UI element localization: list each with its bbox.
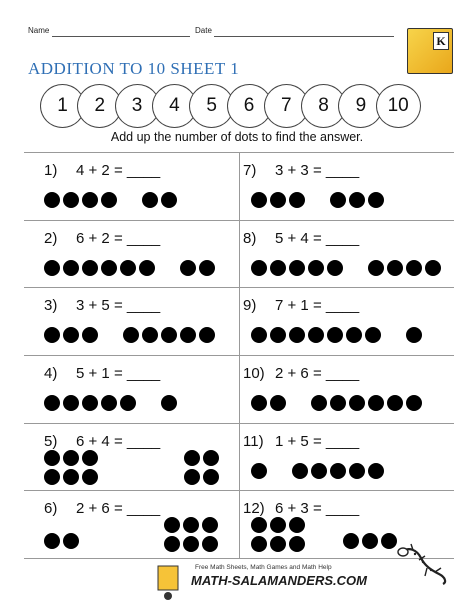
dot-group: [44, 450, 234, 494]
number-bubble: 7: [264, 84, 309, 128]
problem-number: 12): [243, 500, 265, 517]
dot: [44, 533, 60, 549]
dot: [368, 192, 384, 208]
dot: [183, 517, 199, 533]
problem-text: [44, 230, 160, 247]
dot: [330, 395, 346, 411]
dot: [311, 395, 327, 411]
problem-cell: [24, 152, 239, 209]
dot: [82, 395, 98, 411]
dot: [142, 192, 158, 208]
dot: [251, 463, 267, 479]
dot: [330, 463, 346, 479]
problem-expression[interactable]: 4 + 2 = ____: [76, 162, 161, 179]
instruction: Add up the number of dots to find the answer.: [110, 130, 364, 144]
dot: [82, 192, 98, 208]
problem-text: [44, 297, 160, 314]
problem-expression[interactable]: 6 + 3 = ____: [275, 500, 360, 517]
dot: [180, 260, 196, 276]
problem-expression[interactable]: 1 + 5 = ____: [275, 433, 360, 450]
number-bubble: 2: [77, 84, 122, 128]
dot: [120, 395, 136, 411]
dot: [308, 260, 324, 276]
dot: [251, 327, 267, 343]
dot: [63, 192, 79, 208]
problem-text: [44, 365, 160, 382]
dot: [387, 260, 403, 276]
grade-logo: [407, 28, 453, 74]
dot: [120, 260, 136, 276]
name-label: Name: [28, 26, 50, 35]
problem-number: 8): [243, 230, 257, 247]
dot: [362, 533, 378, 549]
problem-expression[interactable]: 6 + 4 = ____: [76, 433, 161, 450]
dot: [63, 450, 79, 466]
problem-text: [44, 162, 160, 179]
dot: [270, 517, 286, 533]
problem-text: [243, 365, 359, 382]
problem-text: [243, 162, 359, 179]
dot: [289, 536, 305, 552]
dot: [164, 536, 180, 552]
problem-cell: [239, 152, 454, 209]
date-line: [214, 36, 394, 37]
dot: [44, 450, 60, 466]
dot: [63, 533, 79, 549]
number-bubble: 3: [115, 84, 160, 128]
salamander-logo-icon: [150, 562, 186, 602]
dot: [289, 517, 305, 533]
dot: [63, 260, 79, 276]
dot: [251, 536, 267, 552]
dot: [289, 260, 305, 276]
dot: [82, 260, 98, 276]
dot: [202, 536, 218, 552]
grade-letter: K: [433, 32, 449, 50]
problem-number: 6): [44, 500, 58, 517]
dot: [199, 260, 215, 276]
dot: [349, 395, 365, 411]
dot: [82, 327, 98, 343]
dot: [251, 395, 267, 411]
dot: [161, 395, 177, 411]
problem-expression[interactable]: 3 + 3 = ____: [275, 162, 360, 179]
dot: [346, 327, 362, 343]
problem-expression[interactable]: 2 + 6 = ____: [76, 500, 161, 517]
problem-expression[interactable]: 5 + 4 = ____: [275, 230, 360, 247]
dot: [289, 327, 305, 343]
dot: [343, 533, 359, 549]
problem-expression[interactable]: 3 + 5 = ____: [76, 297, 161, 314]
problem-expression[interactable]: 2 + 6 = ____: [275, 365, 360, 382]
problem-number: 1): [44, 162, 58, 179]
dot: [44, 327, 60, 343]
dot: [251, 260, 267, 276]
dot: [308, 327, 324, 343]
dot: [44, 395, 60, 411]
problem-number: 11): [243, 433, 264, 450]
dot: [270, 536, 286, 552]
problem-cell: [239, 220, 454, 277]
dot: [327, 260, 343, 276]
dot: [203, 450, 219, 466]
dot: [63, 327, 79, 343]
problem-cell: [24, 490, 239, 547]
problem-text: [243, 433, 359, 450]
problem-expression[interactable]: 6 + 2 = ____: [76, 230, 161, 247]
date-label: Date: [195, 26, 212, 35]
footer-tagline: Free Math Sheets, Math Games and Math Help: [195, 564, 332, 571]
dot: [44, 469, 60, 485]
dot: [82, 469, 98, 485]
problem-cell: [24, 355, 239, 412]
dot: [63, 469, 79, 485]
salamander-icon: [395, 540, 450, 590]
dot: [368, 395, 384, 411]
footer-brand: MATH-SALAMANDERS.COM: [191, 573, 367, 588]
dot: [327, 327, 343, 343]
dot: [270, 327, 286, 343]
problem-number: 2): [44, 230, 58, 247]
dot: [161, 192, 177, 208]
number-bubble: 10: [376, 84, 421, 128]
dot: [251, 192, 267, 208]
dot: [270, 260, 286, 276]
problem-expression[interactable]: 5 + 1 = ____: [76, 365, 161, 382]
dot: [199, 327, 215, 343]
dot: [406, 260, 422, 276]
problem-cell: [239, 355, 454, 412]
dot: [406, 327, 422, 343]
dot: [180, 327, 196, 343]
dot: [44, 192, 60, 208]
problem-text: [243, 297, 359, 314]
dot: [101, 395, 117, 411]
problem-text: [44, 433, 160, 450]
problem-number: 4): [44, 365, 58, 382]
dot: [387, 395, 403, 411]
dot: [251, 517, 267, 533]
dot-group: [44, 517, 234, 561]
problem-cell: [239, 287, 454, 344]
problem-number: 9): [243, 297, 257, 314]
number-bubble: 1: [40, 84, 85, 128]
number-bubble: 4: [152, 84, 197, 128]
problem-cell: [24, 220, 239, 277]
problem-cell: [24, 287, 239, 344]
problem-number: 3): [44, 297, 58, 314]
dot: [63, 395, 79, 411]
dot: [184, 469, 200, 485]
dot: [349, 463, 365, 479]
dot: [311, 463, 327, 479]
number-bubble: 6: [227, 84, 272, 128]
dot: [406, 395, 422, 411]
dot: [44, 260, 60, 276]
problem-number: 7): [243, 162, 257, 179]
dot: [164, 517, 180, 533]
dot: [368, 260, 384, 276]
problem-text: [243, 500, 359, 517]
dot: [349, 192, 365, 208]
dot: [139, 260, 155, 276]
dot: [161, 327, 177, 343]
dot: [183, 536, 199, 552]
dot: [289, 192, 305, 208]
dot: [123, 327, 139, 343]
dot: [142, 327, 158, 343]
dot: [82, 450, 98, 466]
page-title: ADDITION TO 10 SHEET 1: [28, 59, 240, 78]
dot: [101, 192, 117, 208]
problem-expression[interactable]: 7 + 1 = ____: [275, 297, 360, 314]
dot: [425, 260, 441, 276]
dot: [184, 450, 200, 466]
number-bubble: 5: [189, 84, 234, 128]
dot: [202, 517, 218, 533]
problem-cell: [239, 423, 454, 480]
number-line: [40, 84, 432, 128]
problem-text: [243, 230, 359, 247]
dot: [365, 327, 381, 343]
number-bubble: 8: [301, 84, 346, 128]
problem-number: 10): [243, 365, 265, 382]
dot: [101, 260, 117, 276]
dot: [270, 192, 286, 208]
dot: [368, 463, 384, 479]
number-bubble: 9: [338, 84, 383, 128]
problem-number: 5): [44, 433, 58, 450]
dot: [330, 192, 346, 208]
dot: [270, 395, 286, 411]
problem-cell: [24, 423, 239, 480]
problem-cell: [239, 490, 454, 547]
dot: [292, 463, 308, 479]
problem-grid: [24, 152, 454, 558]
problem-text: [44, 500, 160, 517]
name-line: [52, 36, 190, 37]
dot: [203, 469, 219, 485]
